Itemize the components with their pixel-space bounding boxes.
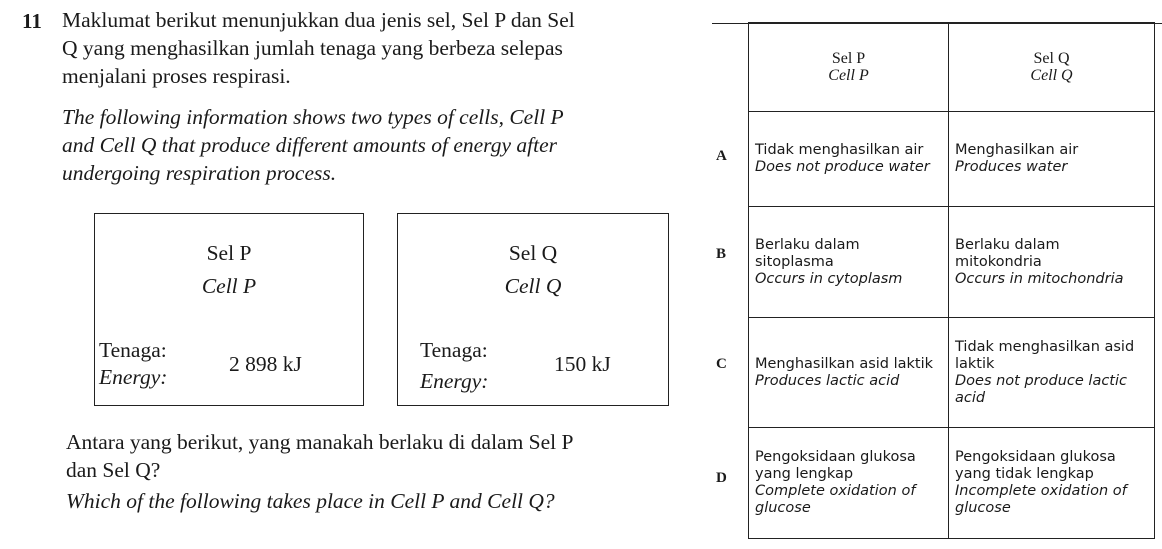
- option-letter-b[interactable]: B: [716, 246, 727, 262]
- row-d-q-english-1: Incomplete oxidation of: [955, 483, 1127, 499]
- prompt-malay-line-1: Antara yang berikut, yang manakah berlaku di dalam Sel P: [66, 430, 574, 454]
- stem-english-line-1: The following information shows two types of cells, Cell P: [62, 105, 564, 129]
- cell-p-name-malay: Sel P: [206, 241, 252, 265]
- row-c-q-malay-1: Tidak menghasilkan asid: [955, 338, 1135, 355]
- row-c-cell-p: [749, 318, 949, 428]
- row-c-q-english-2: acid: [955, 389, 986, 406]
- stem-english-line-2: and Cell Q that produce different amounts of energy after: [62, 133, 558, 157]
- row-b-q-malay-2: mitokondria: [955, 253, 1042, 270]
- row-d-cell-p: [749, 428, 949, 539]
- row-d-q-malay-2: yang tidak lengkap: [955, 466, 1094, 482]
- table-row-b[interactable]: [749, 207, 1155, 318]
- row-a-cell-p: [749, 112, 949, 207]
- row-b-p-malay-2: sitoplasma: [755, 253, 834, 270]
- row-b-cell-p: [749, 207, 949, 318]
- row-a-q-english: Produces water: [955, 159, 1068, 175]
- table-header-row: [749, 23, 1155, 112]
- row-b-p-malay-1: Berlaku dalam: [755, 236, 860, 253]
- header-p-malay: Sel P: [831, 50, 866, 67]
- option-letter-a[interactable]: A: [716, 148, 727, 164]
- header-q-malay: Sel Q: [1033, 50, 1070, 67]
- cell-q-name-english: Cell Q: [504, 274, 562, 298]
- row-a-q-malay: Menghasilkan air: [955, 142, 1079, 158]
- table-row-a[interactable]: [749, 112, 1155, 207]
- option-letter-c[interactable]: C: [716, 356, 727, 372]
- options-table: [748, 22, 1155, 539]
- stem-english-line-3: undergoing respiration process.: [62, 161, 337, 185]
- cell-p-energy-label-english: Energy:: [99, 365, 168, 389]
- row-d-p-malay-2: yang lengkap: [755, 466, 854, 482]
- header-cell-q: [949, 23, 1155, 112]
- stem-malay-line-3: menjalani proses respirasi.: [62, 64, 291, 88]
- row-a-cell-q: [949, 112, 1155, 207]
- stem-malay-line-1: Maklumat berikut menunjukkan dua jenis sel, Sel P dan Sel: [62, 8, 575, 32]
- cell-p-energy-value: 2 898 kJ: [229, 352, 302, 376]
- row-b-q-english: Occurs in mitochondria: [955, 270, 1124, 287]
- table-row-d[interactable]: [749, 428, 1155, 539]
- header-cell-p: [749, 23, 949, 112]
- row-c-q-malay-2: laktik: [955, 355, 995, 372]
- row-c-p-english: Produces lactic acid: [755, 372, 900, 389]
- prompt-english: Which of the following takes place in Cell P and Cell Q?: [66, 489, 555, 513]
- row-d-p-english-1: Complete oxidation of: [755, 483, 916, 499]
- table-row-c[interactable]: [749, 318, 1155, 428]
- row-a-p-malay: Tidak menghasilkan air: [755, 142, 924, 158]
- row-c-p-malay: Menghasilkan asid laktik: [755, 355, 934, 372]
- prompt-malay: [66, 428, 574, 484]
- row-b-cell-q: [949, 207, 1155, 318]
- row-b-q-malay-1: Berlaku dalam: [955, 236, 1060, 253]
- question-number: 11: [22, 9, 42, 33]
- cell-q-name-malay: Sel Q: [508, 241, 558, 265]
- cell-q-energy-label-malay: Tenaga:: [420, 338, 488, 362]
- row-a-p-english: Does not produce water: [755, 159, 930, 175]
- row-d-p-english-2: glucose: [755, 500, 811, 516]
- row-d-q-malay-1: Pengoksidaan glukosa: [955, 449, 1116, 465]
- header-p-english: Cell P: [828, 67, 869, 84]
- cell-p-name-english: Cell P: [201, 274, 257, 298]
- question-stem-malay: [62, 6, 575, 90]
- row-b-p-english: Occurs in cytoplasm: [755, 270, 903, 287]
- cell-p-box: [94, 213, 364, 406]
- row-d-q-english-2: glucose: [955, 500, 1011, 516]
- row-d-cell-q: [949, 428, 1155, 539]
- option-letter-d[interactable]: D: [716, 470, 727, 486]
- question-stem-english: [62, 103, 564, 187]
- row-c-cell-q: [949, 318, 1155, 428]
- cell-p-energy-label-malay: Tenaga:: [99, 338, 167, 362]
- row-c-q-english-1: Does not produce lactic: [955, 372, 1127, 389]
- cell-q-energy-value: 150 kJ: [554, 352, 611, 376]
- stem-malay-line-2: Q yang menghasilkan jumlah tenaga yang berbeza selepas: [62, 36, 563, 60]
- cell-q-energy-label-english: Energy:: [420, 369, 489, 393]
- prompt-malay-line-2: dan Sel Q?: [66, 458, 161, 482]
- header-q-english: Cell Q: [1030, 67, 1073, 84]
- cell-q-box: [397, 213, 669, 406]
- row-d-p-malay-1: Pengoksidaan glukosa: [755, 449, 916, 465]
